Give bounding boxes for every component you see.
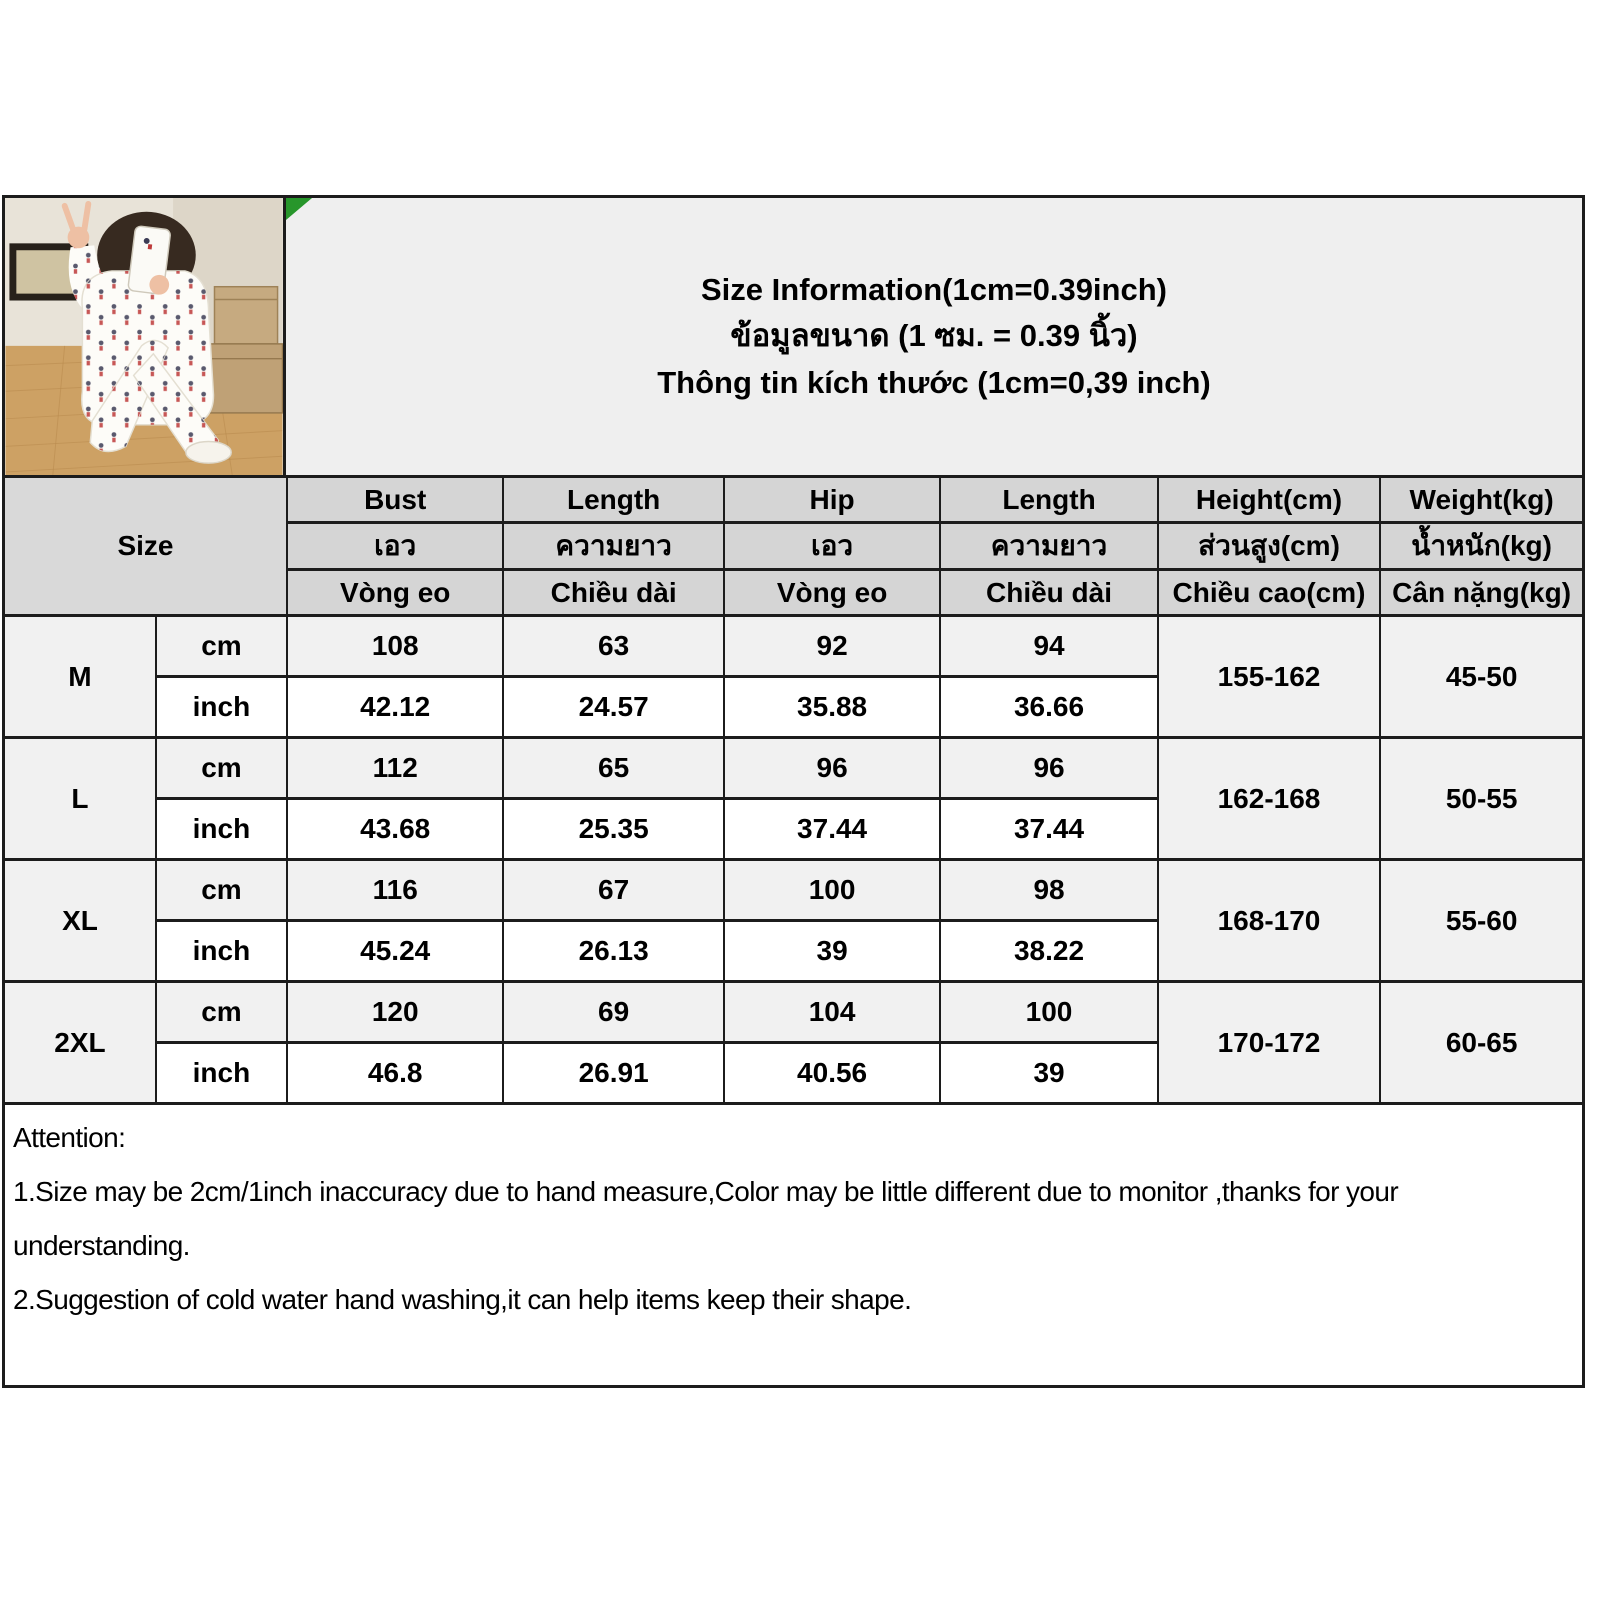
size-table (2, 475, 1585, 1105)
value-m-length1-cm: 63 (503, 616, 723, 677)
row-xl-cm (4, 860, 1584, 921)
size-label-l: L (4, 738, 156, 860)
value-m-length1-inch: 24.57 (503, 677, 723, 738)
unit-inch: inch (156, 921, 287, 982)
value-xl-height: 168-170 (1158, 860, 1381, 982)
row-m-cm (4, 616, 1584, 677)
value-m-bust-inch: 42.12 (287, 677, 503, 738)
value-xl-length1-cm: 67 (503, 860, 723, 921)
value-2xl-bust-cm: 120 (287, 982, 503, 1043)
value-l-bust-cm: 112 (287, 738, 503, 799)
value-xl-length1-inch: 26.13 (503, 921, 723, 982)
col-header-height-th: ส่วนสูง(cm) (1158, 523, 1381, 570)
col-header-hip-en: Hip (724, 477, 940, 523)
col-header-bust-vi: Vòng eo (287, 570, 503, 616)
unit-inch: inch (156, 677, 287, 738)
size-info-title-panel (286, 198, 1582, 475)
col-header-height-en: Height(cm) (1158, 477, 1381, 523)
size-label-m: M (4, 616, 156, 738)
col-header-weight-en: Weight(kg) (1380, 477, 1583, 523)
value-xl-hip-inch: 39 (724, 921, 940, 982)
attention-note-1: 1.Size may be 2cm/1inch inaccuracy due to hand measure,Color may be little different due to monitor ,thanks for your understanding. (13, 1176, 1399, 1261)
unit-inch: inch (156, 1043, 287, 1104)
col-header-weight-vi: Cân nặng(kg) (1380, 570, 1583, 616)
col-header-height-vi: Chiều cao(cm) (1158, 570, 1381, 616)
size-label-xl: XL (4, 860, 156, 982)
value-2xl-weight: 60-65 (1380, 982, 1583, 1104)
header-row-english (4, 477, 1584, 523)
value-m-hip-inch: 35.88 (724, 677, 940, 738)
col-header-length2-th: ความยาว (940, 523, 1157, 570)
attention-heading: Attention: (13, 1122, 126, 1153)
col-header-bust-th: เอว (287, 523, 503, 570)
value-m-height: 155-162 (1158, 616, 1381, 738)
product-photo-illustration (5, 198, 283, 475)
col-header-hip-vi: Vòng eo (724, 570, 940, 616)
value-l-length1-inch: 25.35 (503, 799, 723, 860)
value-2xl-bust-inch: 46.8 (287, 1043, 503, 1104)
value-2xl-hip-cm: 104 (724, 982, 940, 1043)
size-chart-page (2, 195, 1585, 1388)
row-l-cm (4, 738, 1584, 799)
value-2xl-length1-cm: 69 (503, 982, 723, 1043)
value-xl-length2-cm: 98 (940, 860, 1157, 921)
row-2xl-cm (4, 982, 1584, 1043)
value-l-hip-inch: 37.44 (724, 799, 940, 860)
unit-cm: cm (156, 982, 287, 1043)
value-2xl-length1-inch: 26.91 (503, 1043, 723, 1104)
unit-inch: inch (156, 799, 287, 860)
col-header-length1-th: ความยาว (503, 523, 723, 570)
title-vietnamese: Thông tin kích thước (1cm=0,39 inch) (657, 364, 1211, 400)
col-header-weight-th: น้ำหนัก(kg) (1380, 523, 1583, 570)
col-header-length1-en: Length (503, 477, 723, 523)
unit-cm: cm (156, 860, 287, 921)
value-xl-hip-cm: 100 (724, 860, 940, 921)
col-header-length2-en: Length (940, 477, 1157, 523)
title-thai: ข้อมูลขนาด (1 ซม. = 0.39 นิ้ว) (730, 318, 1138, 354)
value-l-bust-inch: 43.68 (287, 799, 503, 860)
value-m-bust-cm: 108 (287, 616, 503, 677)
value-xl-length2-inch: 38.22 (940, 921, 1157, 982)
top-band (2, 195, 1585, 478)
value-l-hip-cm: 96 (724, 738, 940, 799)
value-l-length1-cm: 65 (503, 738, 723, 799)
value-l-weight: 50-55 (1380, 738, 1583, 860)
attention-panel (2, 1105, 1585, 1388)
size-header-cell: Size (4, 477, 287, 616)
attention-note-2: 2.Suggestion of cold water hand washing,it can help items keep their shape. (13, 1284, 912, 1315)
value-xl-weight: 55-60 (1380, 860, 1583, 982)
value-m-hip-cm: 92 (724, 616, 940, 677)
product-photo (5, 198, 286, 475)
unit-cm: cm (156, 616, 287, 677)
col-header-bust-en: Bust (287, 477, 503, 523)
value-m-weight: 45-50 (1380, 616, 1583, 738)
value-xl-bust-inch: 45.24 (287, 921, 503, 982)
size-label-2xl: 2XL (4, 982, 156, 1104)
value-l-length2-cm: 96 (940, 738, 1157, 799)
col-header-length1-vi: Chiều dài (503, 570, 723, 616)
value-l-height: 162-168 (1158, 738, 1381, 860)
value-2xl-hip-inch: 40.56 (724, 1043, 940, 1104)
col-header-hip-th: เอว (724, 523, 940, 570)
value-m-length2-cm: 94 (940, 616, 1157, 677)
value-2xl-length2-inch: 39 (940, 1043, 1157, 1104)
unit-cm: cm (156, 738, 287, 799)
title-english: Size Information(1cm=0.39inch) (701, 271, 1167, 307)
value-m-length2-inch: 36.66 (940, 677, 1157, 738)
value-2xl-length2-cm: 100 (940, 982, 1157, 1043)
value-xl-bust-cm: 116 (287, 860, 503, 921)
value-l-length2-inch: 37.44 (940, 799, 1157, 860)
value-2xl-height: 170-172 (1158, 982, 1381, 1104)
green-fold-corner-icon (286, 198, 312, 220)
col-header-length2-vi: Chiều dài (940, 570, 1157, 616)
